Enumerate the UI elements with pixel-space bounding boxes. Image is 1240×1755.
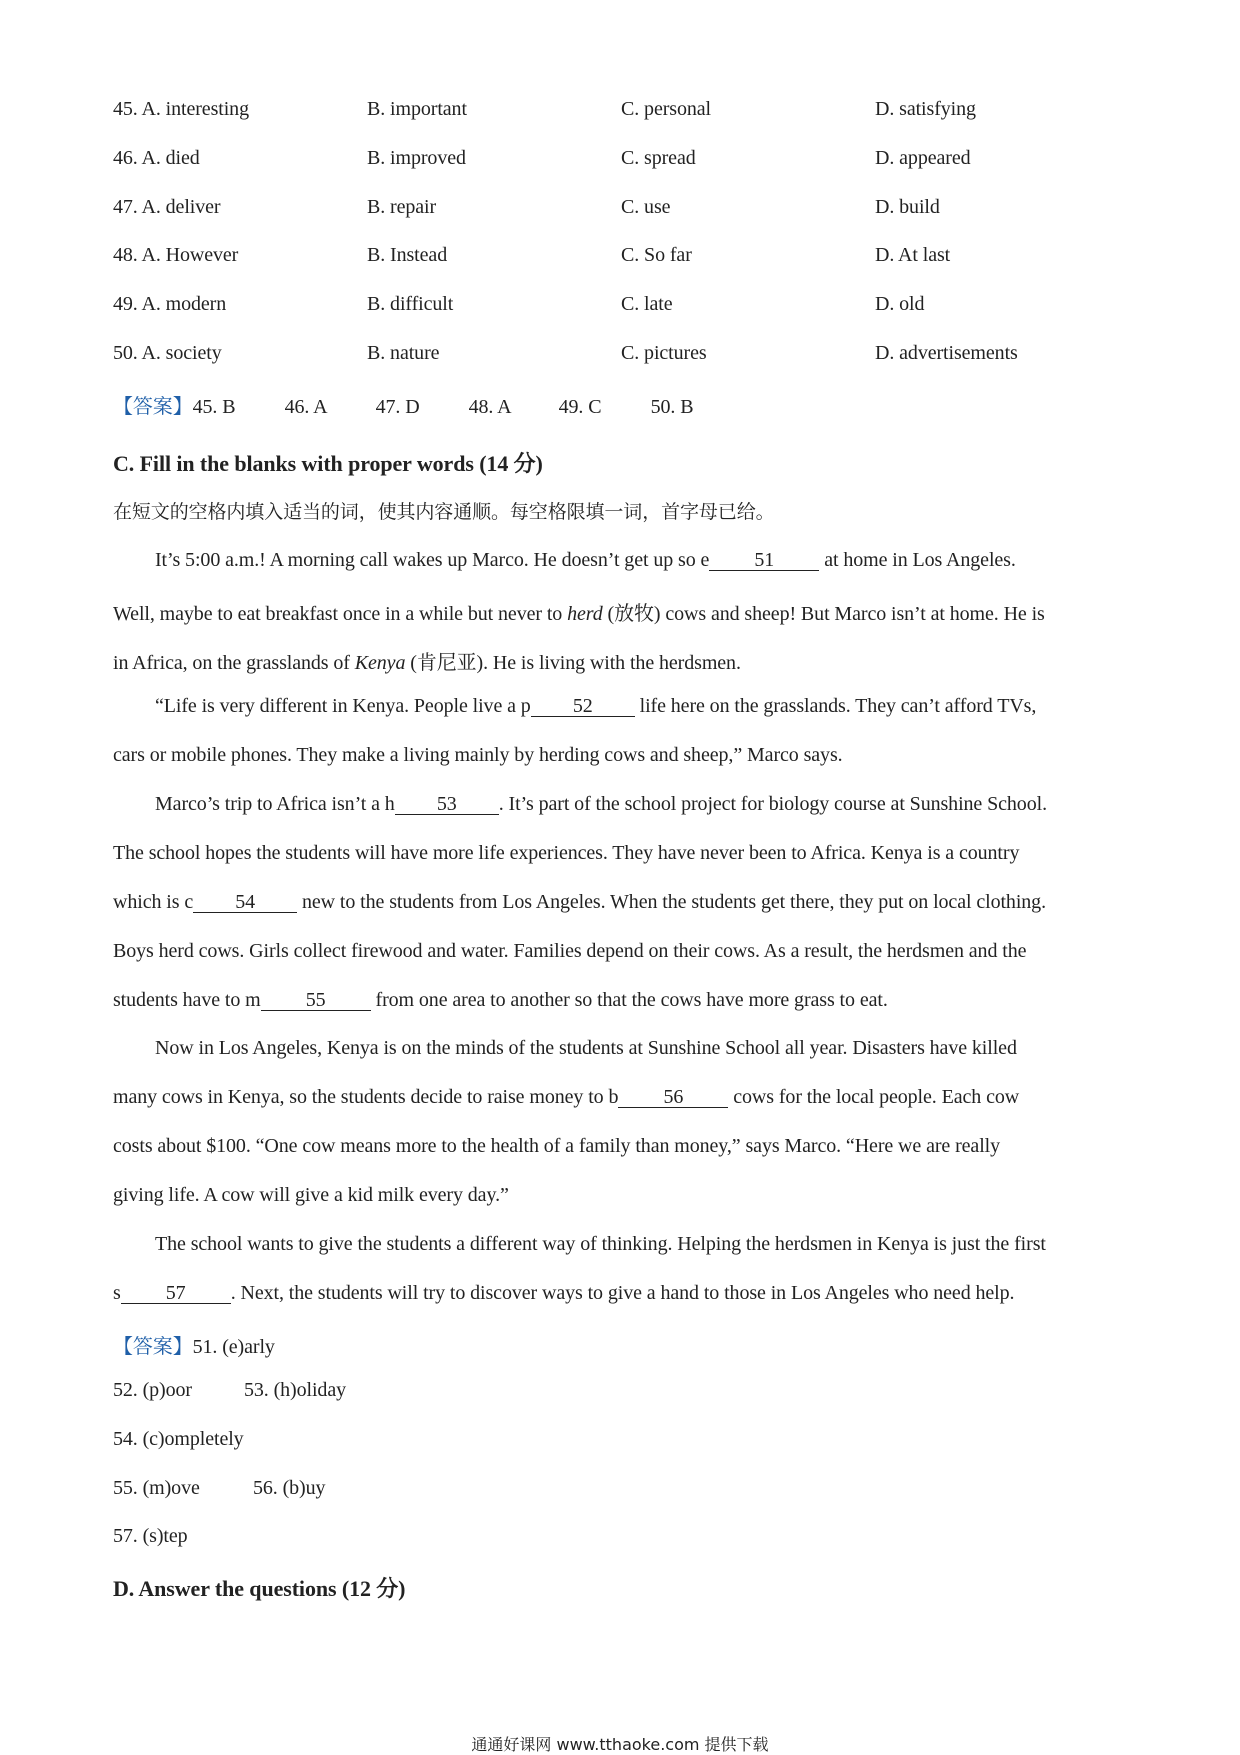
- option-c: C. personal: [621, 98, 711, 120]
- option-b: B. difficult: [367, 293, 454, 315]
- option-a: [113, 98, 249, 121]
- question-number: 45.: [113, 98, 138, 120]
- passage-line: costs about $100. “One cow means more to the health of a family than money,” says Marco. “Here we are really: [113, 1135, 1001, 1157]
- answer-52: 52. (p)oor: [113, 1379, 192, 1401]
- passage-line: Now in Los Angeles, Kenya is on the minds of the students at Sunshine School all year. Disasters have killed: [155, 1037, 1017, 1059]
- question-number: 46.: [113, 147, 138, 169]
- answer-50: 50. B: [650, 396, 694, 418]
- passage-line: [155, 793, 1047, 816]
- passage-italic-word: herd: [567, 603, 603, 625]
- passage-line: [155, 695, 1036, 718]
- blank-51: 51: [709, 550, 819, 571]
- option-a-text: A. society: [141, 342, 222, 364]
- passage-line: [113, 989, 888, 1012]
- passage-line: [155, 549, 1016, 572]
- answer-47: 47. D: [375, 396, 420, 418]
- question-number: 48.: [113, 244, 138, 266]
- answers-51: [113, 1330, 275, 1359]
- answer-53: 53. (h)oliday: [244, 1379, 347, 1401]
- option-b: B. improved: [367, 147, 466, 169]
- option-a-text: A. interesting: [141, 98, 249, 120]
- passage-text: life here on the grasslands. They can’t afford TVs,: [634, 695, 1037, 717]
- section-c-heading: C. Fill in the blanks with proper words (14 分): [113, 451, 543, 476]
- option-a: [113, 196, 220, 219]
- option-a-text: A. However: [141, 244, 239, 266]
- passage-line: The school hopes the students will have more life experiences. They have never been to Africa. Kenya is a country: [113, 842, 1020, 864]
- blank-52: 52: [531, 696, 635, 717]
- answer-45: 45. B: [192, 396, 236, 418]
- option-a: [113, 342, 222, 365]
- passage-text: (肯尼亚). He is living with the herdsmen.: [405, 652, 741, 674]
- answer-55: 55. (m)ove: [113, 1477, 200, 1499]
- option-c: C. late: [621, 293, 673, 315]
- passage-text: in Africa, on the grasslands of: [113, 652, 355, 674]
- option-c: C. pictures: [621, 342, 707, 364]
- answer-48: 48. A: [468, 396, 512, 418]
- section-c-instruction: 在短文的空格内填入适当的词，使其内容通顺。每空格限填一词，首字母已给。: [113, 501, 775, 523]
- question-number: 50.: [113, 342, 138, 364]
- passage-text: It’s 5:00 a.m.! A morning call wakes up Marco. He doesn’t get up so e: [155, 549, 710, 571]
- answers-55-56: [113, 1477, 325, 1500]
- option-a-text: A. died: [141, 147, 200, 169]
- blank-56: 56: [618, 1087, 728, 1108]
- option-a: [113, 293, 226, 316]
- option-b: B. Instead: [367, 244, 448, 266]
- passage-text: “Life is very different in Kenya. People live a p: [155, 695, 531, 717]
- option-b: B. repair: [367, 196, 437, 218]
- option-a-text: A. modern: [141, 293, 227, 315]
- answer-49: 49. C: [558, 396, 602, 418]
- passage-text: . Next, the students will try to discover ways to give a hand to those in Los Angeles who need help.: [230, 1282, 1015, 1304]
- passage-text: s: [113, 1282, 121, 1304]
- passage-text: Well, maybe to eat breakfast once in a while but never to: [113, 603, 568, 625]
- blank-55: 55: [261, 990, 371, 1011]
- passage-text: at home in Los Angeles.: [819, 549, 1016, 571]
- option-d: D. old: [875, 293, 925, 315]
- passage-text: students have to m: [113, 989, 261, 1011]
- question-number: 49.: [113, 293, 138, 315]
- passage-line: Boys herd cows. Girls collect firewood and water. Families depend on their cows. As a result, the herdsmen and the: [113, 940, 1027, 962]
- option-d: D. satisfying: [875, 98, 976, 120]
- answer-54: 54. (c)ompletely: [113, 1428, 244, 1450]
- option-d: D. At last: [875, 244, 951, 266]
- option-c: C. use: [621, 196, 671, 218]
- blank-54: 54: [193, 892, 297, 913]
- passage-text: Marco’s trip to Africa isn’t a h: [155, 793, 395, 815]
- passage-line: [113, 891, 1046, 914]
- option-a: [113, 244, 238, 267]
- option-b: B. important: [367, 98, 467, 120]
- option-d: D. advertisements: [875, 342, 1018, 364]
- answer-51: 51. (e)arly: [192, 1336, 275, 1358]
- answer-tag: 【答案】: [113, 396, 193, 418]
- option-d: D. build: [875, 196, 940, 218]
- option-a: [113, 147, 200, 170]
- answers-52-53: [113, 1379, 346, 1402]
- passage-text: cows for the local people. Each cow: [728, 1086, 1020, 1108]
- answers-45-50: [113, 390, 693, 419]
- answer-tag: 【答案】: [113, 1336, 193, 1358]
- answer-57: 57. (s)tep: [113, 1525, 188, 1547]
- passage-line: [113, 646, 741, 675]
- passage-line: [113, 1086, 1019, 1109]
- passage-text: many cows in Kenya, so the students decide to raise money to b: [113, 1086, 619, 1108]
- section-d-heading: D. Answer the questions (12 分): [113, 1576, 406, 1601]
- option-c: C. spread: [621, 147, 696, 169]
- answer-46: 46. A: [284, 396, 328, 418]
- passage-text: new to the students from Los Angeles. When the students get there, they put on local clothing.: [297, 891, 1046, 913]
- passage-line: [113, 597, 1045, 626]
- passage-text: which is c: [113, 891, 194, 913]
- passage-text: . It’s part of the school project for biology course at Sunshine School.: [498, 793, 1047, 815]
- option-b: B. nature: [367, 342, 440, 364]
- passage-italic-word: Kenya: [354, 652, 406, 674]
- page-footer: 通通好课网 www.tthaoke.com 提供下载: [471, 1735, 769, 1754]
- option-d: D. appeared: [875, 147, 971, 169]
- passage-text: (放牧) cows and sheep! But Marco isn’t at home. He is: [602, 603, 1045, 625]
- passage-line: cars or mobile phones. They make a living mainly by herding cows and sheep,” Marco says.: [113, 744, 843, 766]
- option-c: C. So far: [621, 244, 692, 266]
- passage-line: giving life. A cow will give a kid milk every day.”: [113, 1184, 509, 1206]
- passage-text: from one area to another so that the cows have more grass to eat.: [370, 989, 888, 1011]
- answer-56: 56. (b)uy: [253, 1477, 326, 1499]
- blank-53: 53: [395, 794, 499, 815]
- passage-line: The school wants to give the students a different way of thinking. Helping the herdsmen in Kenya is just the first: [155, 1233, 1046, 1255]
- question-number: 47.: [113, 196, 138, 218]
- passage-line: [113, 1282, 1014, 1305]
- option-a-text: A. deliver: [141, 196, 221, 218]
- blank-57: 57: [121, 1283, 231, 1304]
